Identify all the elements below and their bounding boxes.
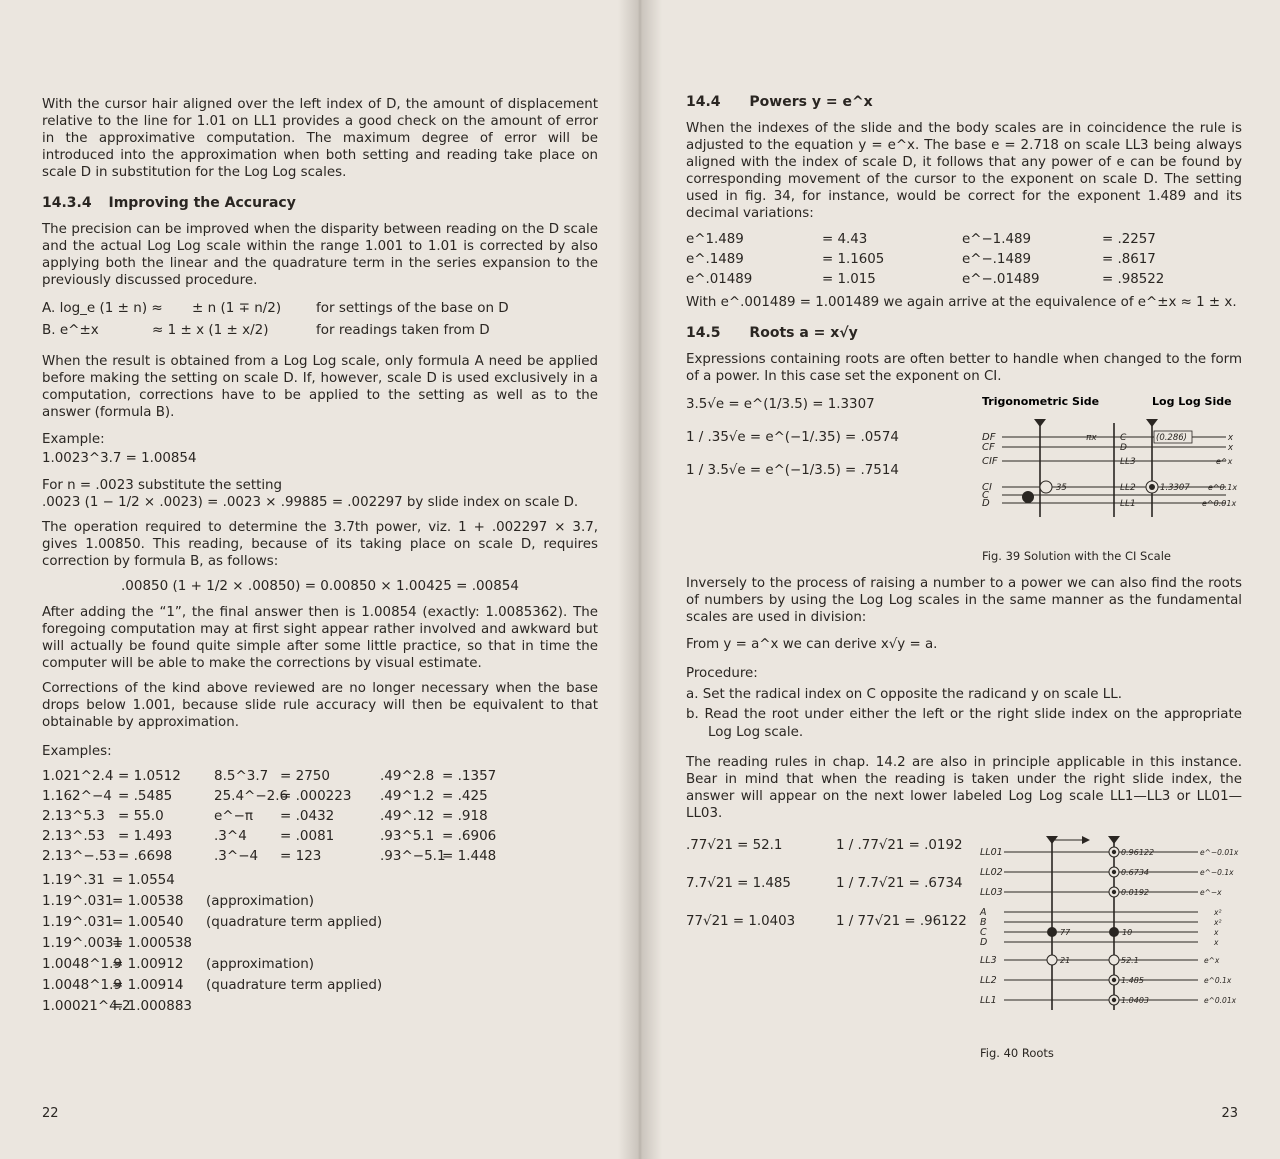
example-cell: = 1.0512 [118, 768, 181, 784]
fig39-mark-35: 35 [1056, 483, 1067, 493]
fig39-right-x1: x [1228, 433, 1234, 443]
example-cell: = 1.493 [118, 828, 173, 844]
page-number-left: 22 [42, 1106, 59, 1121]
example-note: (approximation) [206, 893, 315, 909]
fig39-inner-pix: πx [1086, 433, 1097, 443]
root-example-row [686, 874, 976, 894]
formula-a-expr: ± n (1 ∓ n/2) [192, 300, 282, 316]
reciprocal-root-example: 1 / .77√21 = .0192 [836, 838, 963, 853]
fig39-mark-13307: 1.3307 [1160, 483, 1190, 493]
example-row [42, 870, 598, 891]
procedure-step-a: a. Set the radical index on C opposite the radicand y on scale LL. [686, 687, 1122, 702]
fig40-label-ll02: LL02 [980, 867, 1003, 878]
fig39-diagram [976, 393, 1242, 543]
example-cell: 25.4^−2.6 [214, 788, 289, 804]
root-example-row [686, 912, 976, 932]
power-value-cell: = .2257 [1102, 232, 1156, 247]
fig40-right-1: e^−0.1x [1200, 868, 1234, 877]
root-example: .77√21 = 52.1 [686, 838, 783, 853]
fig40-label-ll1: LL1 [980, 995, 997, 1006]
root-example: 7.7√21 = 1.485 [686, 876, 791, 891]
fig39-inner-ll3: LL3 [1120, 457, 1136, 467]
section-heading-14-3-4 [42, 195, 598, 211]
example-cell: = .918 [442, 808, 488, 824]
example-expression: 1.0048^1.9 [42, 956, 123, 972]
fig39-mark-0286: (0.286) [1156, 433, 1187, 443]
example-note: (approximation) [206, 956, 315, 972]
precision-paragraph: The precision can be improved when the disparity between reading on the D scale and the actual Log Log scale within the range 1.001 to 1.01 is corrected by also applying both the linear and the quadrature term in the series expansion to the previously discussed procedure. [42, 222, 598, 288]
example-note: (quadrature term applied) [206, 914, 383, 930]
root-equation: 3.5√e = e^(1/3.5) = 1.3307 [686, 397, 875, 412]
power-value-cell: = 1.1605 [822, 252, 885, 267]
example-result: = 1.00914 [112, 977, 184, 993]
example-cell: 2.13^5.3 [42, 808, 105, 824]
fig40-right-0: e^−0.01x [1200, 848, 1239, 857]
example-cell: .3^−4 [214, 848, 259, 864]
example-cell: = 1.448 [442, 848, 497, 864]
section-title: Roots a = x√y [749, 325, 858, 341]
power-values [686, 230, 1242, 290]
example-cell: = .6698 [118, 848, 173, 864]
example-cell: .49^.12 [380, 808, 435, 824]
formula-b-label: B. e^±x [42, 322, 99, 338]
example-cell: .49^1.2 [380, 788, 435, 804]
section-number: 14.4 [686, 94, 721, 110]
with-line: With e^.001489 = 1.001489 we again arrive at the equivalence of e^±x ≈ 1 ± x. [686, 295, 1237, 310]
example-cell: = .1357 [442, 768, 497, 784]
reading-rules-paragraph: The reading rules in chap. 14.2 are also in principle applicable in this instance. Bear in mind that when the reading is taken under the right slide index, the answer will appear on the next lower labeled Log Log scale LL1—LL3 or LL01—LL03. [686, 755, 1242, 821]
example-cell: = .000223 [280, 788, 352, 804]
example-expression: 1.0048^1.9 [42, 977, 123, 993]
book-gutter [618, 0, 662, 1159]
power-value-cell: e^1.489 [686, 232, 744, 247]
section-number: 14.3.4 [42, 195, 92, 211]
inverse-paragraph: Inversely to the process of raising a number to a power we can also find the roots of numbers by using the Log Log scales in the same manner as the fundamental scales are used in division: [686, 576, 1242, 625]
from-line: From y = a^x we can derive x√y = a. [686, 637, 938, 652]
fig40-label-c: C [980, 927, 987, 938]
examples-grid [42, 766, 598, 866]
section-heading-14-4 [686, 94, 1242, 110]
example-expression: 1.19^.31 [42, 872, 105, 888]
corrections-paragraph: Corrections of the kind above reviewed are no longer necessary when the base drops below 1.001, because slide rule accuracy will then be equivalent to that obtainable by approximation. [42, 681, 598, 730]
formula-b [42, 319, 598, 341]
section-title: Improving the Accuracy [108, 195, 296, 211]
examples-list [42, 870, 598, 1017]
example-cell: = .6906 [442, 828, 497, 844]
formula-a-label: A. log_e (1 ± n) ≈ [42, 300, 163, 316]
root-example: 77√21 = 1.0403 [686, 914, 796, 929]
example-label: Example: [42, 432, 105, 447]
section-number: 14.5 [686, 325, 721, 341]
fig40-diagram [976, 830, 1242, 1040]
example-cell: .93^5.1 [380, 828, 435, 844]
for-n-line-2: .0023 (1 − 1/2 × .0023) = .0023 × .99885 = .002297 by slide index on scale D. [42, 495, 579, 510]
reciprocal-root-example: 1 / 7.7√21 = .6734 [836, 876, 963, 891]
example-cell: = .5485 [118, 788, 173, 804]
fig40-mark-10: 10 [1122, 928, 1133, 937]
fig40-label-ll2: LL2 [980, 975, 997, 986]
operation-paragraph: The operation required to determine the 3.7th power, viz. 1 + .002297 × 3.7, gives 1.00850. This reading, because of its taking place on scale D, requires correction by formula B, as follows: [42, 520, 598, 569]
example-expression: 1.19^.0031 [42, 935, 123, 951]
example-result: = 1.000538 [112, 935, 193, 951]
example-cell: = .425 [442, 788, 488, 804]
example-note: (quadrature term applied) [206, 977, 383, 993]
fig39-inner-ll1: LL1 [1120, 499, 1136, 509]
power-value-cell: e^.01489 [686, 272, 753, 287]
fig39-caption: Fig. 39 Solution with the CI Scale [982, 549, 1171, 563]
example-cell: e^−π [214, 808, 254, 824]
fig40-right-6: x [1214, 938, 1219, 947]
procedure-step-b: b. Read the root under either the left or the right slide index on the appropriate Log Log scale. [686, 707, 1242, 740]
fig39-right-e01x: e^0.1x [1208, 483, 1238, 492]
fig40-right-9: e^0.01x [1204, 996, 1237, 1005]
example-cell: .3^4 [214, 828, 247, 844]
fig39-header-right: Log Log Side [1152, 395, 1232, 408]
power-value-cell: = .98522 [1102, 272, 1165, 287]
example-result: = 1.00912 [112, 956, 184, 972]
fig40-right-3: x² [1214, 908, 1222, 917]
log-log-paragraph: When the result is obtained from a Log Log scale, only formula A need be applied before making the setting on scale D. If, however, scale D is used exclusively in a computation, corrections have to be applied to the setting as well as to the answer (formula B). [42, 354, 598, 420]
fig40-mark-00192: 0.0192 [1121, 888, 1149, 897]
root-equation: 1 / .35√e = e^(−1/.35) = .0574 [686, 430, 899, 445]
fig39-right-x2: x [1228, 443, 1234, 453]
power-value-cell: e^−.1489 [962, 252, 1032, 267]
example-row [42, 933, 598, 954]
formula-a-note: for settings of the base on D [316, 300, 509, 316]
example-result: = 1.000883 [112, 998, 193, 1014]
example-cell: 2.13^.53 [42, 828, 105, 844]
example-row [42, 996, 598, 1017]
centered-equation: .00850 (1 + 1/2 × .00850) = 0.00850 × 1.00425 = .00854 [121, 578, 519, 594]
formula-b-note: for readings taken from D [316, 322, 490, 338]
example-result: = 1.00538 [112, 893, 184, 909]
example-cell: 1.162^−4 [42, 788, 112, 804]
example-cell: = 2750 [280, 768, 330, 784]
power-value-cell: e^.1489 [686, 252, 744, 267]
root-example-row [686, 836, 976, 856]
fig40-label-a: A [980, 907, 987, 918]
fig40-label-d: D [980, 937, 988, 948]
for-n-line-1: For n = .0023 substitute the setting [42, 478, 283, 493]
fig40-mark-1485: 1.485 [1121, 976, 1144, 985]
roots-examples-area [686, 830, 1242, 1060]
fig40-mark-21: 21 [1060, 956, 1071, 965]
example-result: = 1.00540 [112, 914, 184, 930]
formula-a [42, 297, 598, 319]
fig40-caption: Fig. 40 Roots [980, 1046, 1054, 1060]
example-result: = 1.0554 [112, 872, 175, 888]
roots-equations [686, 393, 976, 563]
roots-paragraph: Expressions containing roots are often better to handle when changed to the form of a power. In this case set the exponent on CI. [686, 352, 1242, 384]
figure-40 [976, 830, 1242, 1060]
fig40-mark-10403: 1.0403 [1121, 996, 1149, 1005]
example-row [42, 912, 598, 933]
example-row [42, 975, 598, 996]
example-cell: .93^−5.1 [380, 848, 446, 864]
power-value-cell: e^−.01489 [962, 272, 1040, 287]
fig39-inner-ll2: LL2 [1120, 483, 1136, 493]
fig40-mark-77: 77 [1060, 928, 1071, 937]
intro-paragraph: With the cursor hair aligned over the left index of D, the amount of displacement relative to the line for 1.01 on LL1 provides a good check on the amount of error in the approximative computation. The maximum degree of error will be introduced into the approximation when both setting and reading take place on scale D in substitution for the Log Log scales. [42, 97, 598, 180]
examples-label: Examples: [42, 744, 112, 759]
example-cell: 8.5^3.7 [214, 768, 269, 784]
example-cell: 1.021^2.4 [42, 768, 114, 784]
reciprocal-root-example: 1 / 77√21 = .96122 [836, 914, 967, 929]
fig39-inner-d: D [1120, 443, 1127, 453]
power-value-cell: e^−1.489 [962, 232, 1032, 247]
fig40-mark-06734: 0.6734 [1121, 868, 1149, 877]
fig39-label-ci: CI [982, 482, 992, 493]
fig40-label-ll01: LL01 [980, 847, 1003, 858]
fig39-label-c: C [982, 490, 989, 501]
roots-examples [686, 830, 976, 1060]
example-equation: 1.0023^3.7 = 1.00854 [42, 451, 197, 466]
figure-39 [976, 393, 1242, 563]
example-expression: 1.00021^4.2 [42, 998, 131, 1014]
example-row [42, 891, 598, 912]
final-answer-paragraph: After adding the “1”, the final answer then is 1.00854 (exactly: 1.0085362). The foregoing computation may at first sight appear rather involved and awkward but will actually be found quite simple after some little practice, so that in time the computer will be able to make the corrections by visual estimate. [42, 605, 598, 671]
example-row [42, 954, 598, 975]
fig40-right-8: e^0.1x [1204, 976, 1232, 985]
root-equation: 1 / 3.5√e = e^(−1/3.5) = .7514 [686, 463, 899, 478]
formula-b-expr: ≈ 1 ± x (1 ± x/2) [152, 322, 269, 338]
example-expression: 1.19^.031 [42, 893, 114, 909]
fig40-label-ll3: LL3 [980, 955, 997, 966]
fig39-label-cf: CF [982, 442, 995, 453]
fig39-label-cif: CIF [982, 456, 998, 467]
section-heading-14-5 [686, 325, 1242, 341]
fig39-label-d: D [982, 498, 990, 509]
fig40-mark-096122: 0.96122 [1121, 848, 1155, 857]
power-value-cell: = .8617 [1102, 252, 1156, 267]
example-cell: = .0432 [280, 808, 335, 824]
fig39-inner-c: C [1120, 433, 1127, 443]
fig39-right-ex: e^x [1216, 457, 1233, 466]
example-cell: = 55.0 [118, 808, 164, 824]
fig40-label-b: B [980, 917, 987, 928]
fig40-right-4: x² [1214, 918, 1222, 927]
power-value-cell: = 4.43 [822, 232, 868, 247]
fig39-right-e001x: e^0.01x [1202, 499, 1237, 508]
right-page [640, 0, 1280, 1159]
example-cell: = .0081 [280, 828, 335, 844]
page-number-right: 23 [1221, 1106, 1238, 1121]
fig40-right-7: e^x [1204, 956, 1220, 965]
example-cell: .49^2.8 [380, 768, 435, 784]
fig40-label-ll03: LL03 [980, 887, 1003, 898]
example-cell: = 123 [280, 848, 322, 864]
procedure-label: Procedure: [686, 666, 758, 681]
fig39-label-df: DF [982, 432, 996, 443]
power-value-cell: = 1.015 [822, 272, 876, 287]
fig40-mark-521: 52.1 [1121, 956, 1139, 965]
example-cell: 2.13^−.53 [42, 848, 117, 864]
section-title: Powers y = e^x [749, 94, 873, 110]
example-expression: 1.19^.031 [42, 914, 114, 930]
roots-area [686, 393, 1242, 563]
fig39-header-left: Trigonometric Side [982, 395, 1100, 408]
fig40-right-5: x [1214, 928, 1219, 937]
powers-paragraph: When the indexes of the slide and the body scales are in coincidence the rule is adjusted to the equation y = e^x. The base e = 2.718 on scale LL3 being always aligned with the index of scale D, it follows that any power of e can be found by corresponding movement of the cursor to the exponent on scale D. The setting used in fig. 34, for instance, would be correct for the exponent 1.489 and its decimal variations: [686, 121, 1242, 221]
fig40-right-2: e^−x [1200, 888, 1222, 897]
